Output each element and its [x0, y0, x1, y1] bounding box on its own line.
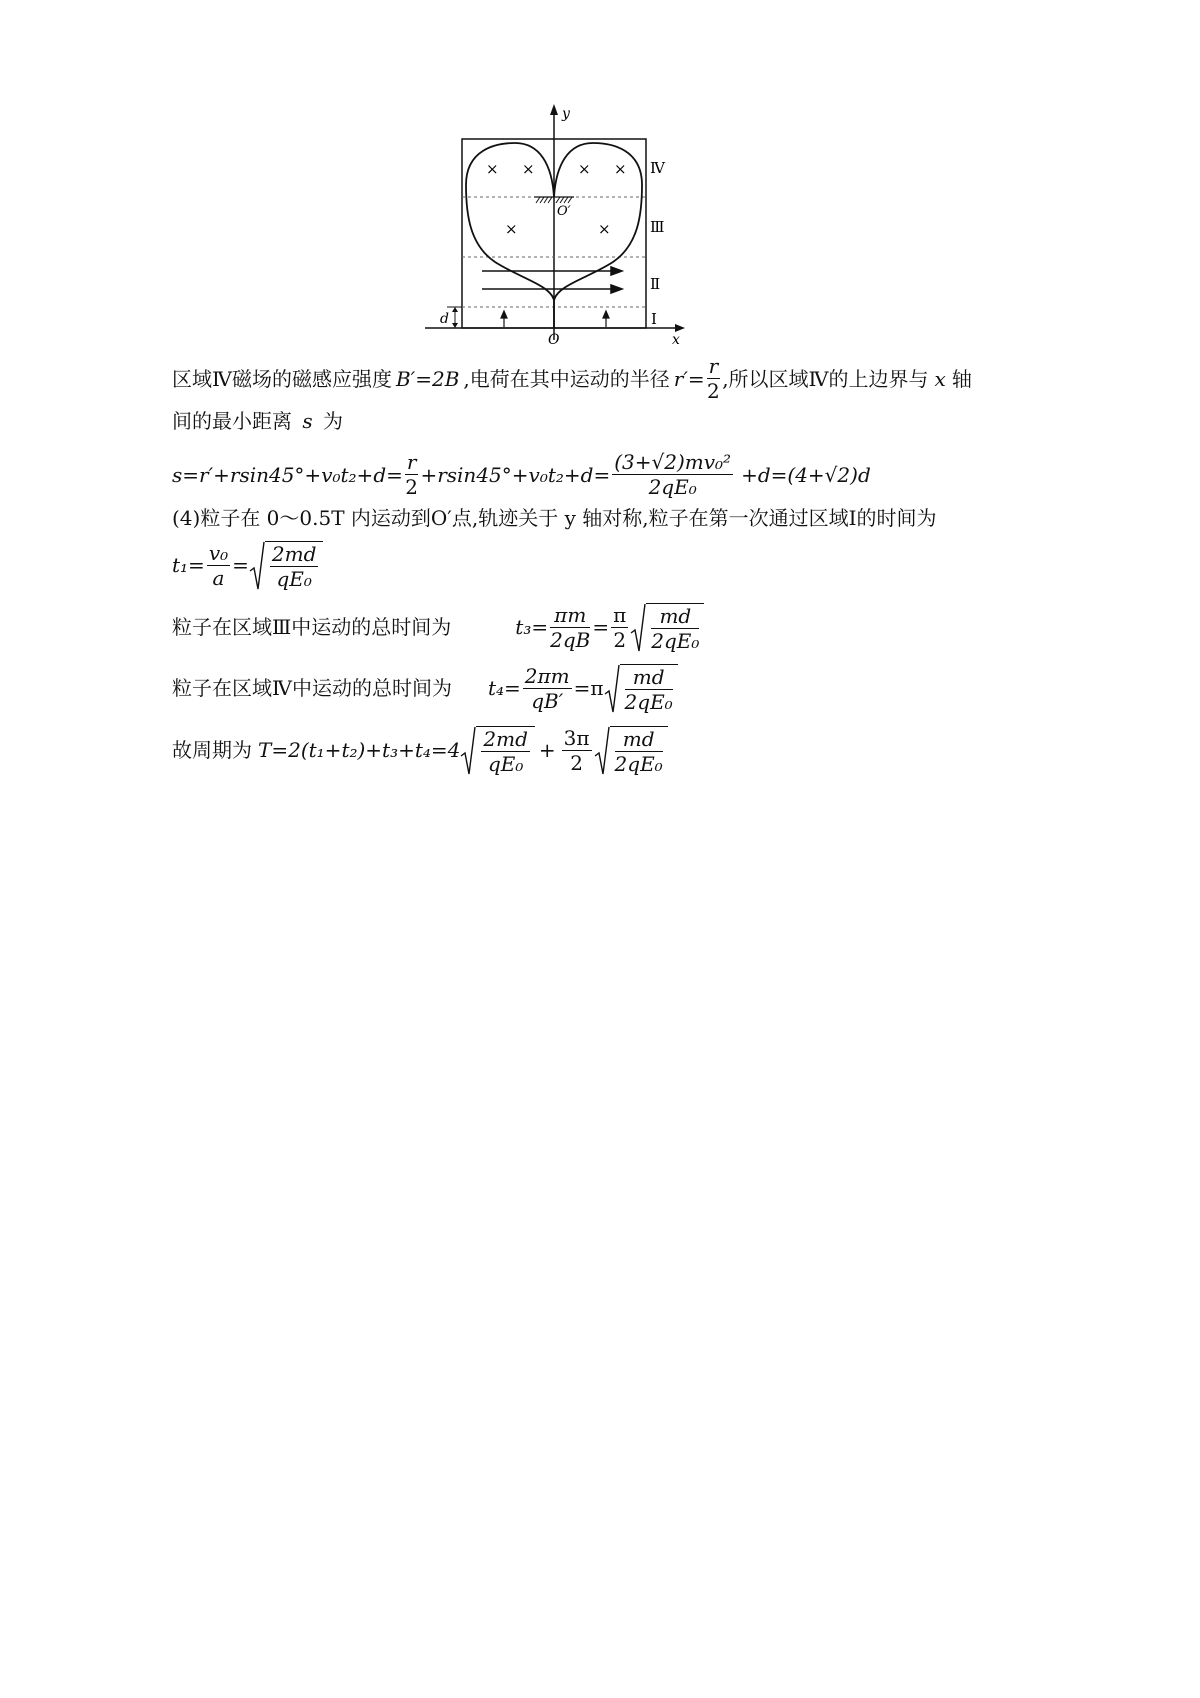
eq-t4-frac	[523, 663, 572, 713]
eq-t3-frac	[550, 602, 591, 652]
para1-line2-pre: 间的最小距离	[172, 409, 292, 433]
region-III-label: Ⅲ	[650, 218, 665, 236]
frac-numerator: r	[708, 354, 719, 378]
eq-t4-sqrt	[604, 664, 678, 712]
frac-numerator: π	[613, 602, 627, 627]
region-I-label: Ⅰ	[651, 310, 657, 328]
frac-numerator: v₀	[208, 540, 229, 565]
sqrt-icon	[594, 726, 610, 776]
frac-denominator: 2qE₀	[624, 690, 673, 714]
frac-numerator: 3π	[563, 725, 590, 750]
eq-s-lhs: s=r′+rsin45°+v₀t₂+d=	[172, 462, 403, 487]
frac-denominator: a	[212, 565, 225, 590]
field-cross: ×	[505, 220, 518, 238]
field-cross: ×	[578, 160, 591, 178]
eq-T	[172, 726, 668, 774]
para1-frac	[707, 356, 721, 401]
sqrt-icon	[604, 664, 620, 714]
x-axis-label: x	[672, 332, 680, 348]
eq-s-frac2	[612, 452, 733, 497]
eq-s-rhs: +d=(4+√2)d	[741, 462, 871, 487]
part4-text: (4)粒子在 0～0.5T 内运动到O′点,轨迹关于 y 轴对称,粒子在第一次通过区域Ⅰ的时间为	[172, 506, 937, 530]
region-IV-label: Ⅳ	[650, 159, 665, 177]
x-axis-arrow	[675, 324, 685, 332]
eq-t1-eq: =	[232, 553, 249, 577]
eq-T-plus: +	[538, 738, 556, 762]
para1-line2-post: 为	[322, 409, 343, 433]
y-axis-arrow	[550, 104, 558, 115]
eq-T-frac	[562, 725, 592, 775]
field-cross: ×	[522, 160, 535, 178]
eq-t3-lhs: t₃=	[515, 615, 549, 639]
origin-label: O	[548, 332, 560, 348]
para1-line1	[172, 356, 972, 401]
frac-denominator: qB′	[531, 688, 564, 713]
eq-t1	[172, 541, 323, 589]
eq-T-sqrt2	[594, 726, 668, 774]
eq-t4	[172, 664, 678, 712]
eq-T-lhs: T=2(t₁+t₂)+t₃+t₄=4	[258, 738, 461, 762]
frac-numerator: md	[615, 729, 663, 752]
eq-s-mid: +rsin45°+v₀t₂+d=	[420, 462, 611, 487]
sqrt-icon	[630, 603, 646, 653]
eq-t4-lhs: t₄=	[487, 676, 521, 700]
frac-numerator: md	[625, 667, 673, 690]
eq-T-label: 故周期为	[172, 738, 252, 762]
eq-t1-sqrt	[249, 541, 324, 589]
frac-denominator: 2qE₀	[651, 629, 700, 653]
sqrt-icon	[249, 541, 265, 591]
frac-numerator: md	[651, 606, 699, 629]
frac-numerator: r	[406, 450, 417, 474]
eq-t3-frac2	[611, 602, 628, 652]
frac-numerator: (3+√2)mv₀²	[614, 450, 732, 474]
frac-denominator: 2	[613, 627, 627, 652]
d-label: d	[440, 311, 449, 327]
frac-numerator: 2md	[483, 727, 528, 751]
y-axis-label: y	[562, 106, 570, 122]
eq-t3-sqrt	[630, 603, 704, 651]
para1-rprime: r′=	[673, 366, 705, 391]
para1-s: s	[302, 409, 313, 433]
physics-figure	[420, 100, 700, 350]
frac-numerator: 2πm	[524, 663, 570, 688]
eq-t4-label: 粒子在区域Ⅳ中运动的总时间为	[172, 676, 452, 700]
frac-denominator: 2	[405, 475, 419, 499]
eq-t4-eq: =π	[573, 676, 604, 700]
eq-s	[172, 452, 871, 497]
para1-x: x	[934, 366, 946, 391]
field-cross: ×	[486, 160, 499, 178]
para1-mid: ,电荷在其中运动的半径	[463, 366, 670, 391]
region-II-label: Ⅱ	[650, 275, 661, 293]
para1-eq: B′=2B	[395, 366, 460, 391]
frac-denominator: 2	[570, 750, 583, 775]
para1-post: ,所以区域Ⅳ的上边界与	[722, 366, 929, 391]
eq-t1-frac	[207, 540, 230, 590]
para1-pre: 区域Ⅳ磁场的磁感应强度	[172, 366, 392, 391]
para1-line2	[172, 411, 343, 431]
frac-numerator: πm	[550, 605, 590, 628]
frac-denominator: 2	[707, 379, 720, 403]
eq-t1-lhs: t₁=	[172, 553, 205, 577]
frac-denominator: qE₀	[487, 752, 524, 776]
eq-t3-eq: =	[592, 615, 610, 639]
field-cross: ×	[598, 220, 611, 238]
eq-t3-label: 粒子在区域Ⅲ中运动的总时间为	[172, 615, 452, 639]
sqrt-icon	[460, 726, 476, 776]
eq-T-sqrt1	[460, 726, 535, 774]
frac-denominator: 2qE₀	[648, 475, 697, 499]
para1-end: 轴	[951, 366, 972, 391]
eq-s-frac1	[405, 452, 419, 497]
frac-denominator: qE₀	[276, 567, 312, 591]
field-cross: ×	[614, 160, 627, 178]
field-arrows-up	[501, 311, 609, 327]
eq-t3	[172, 603, 704, 651]
frac-denominator: 2qB	[550, 627, 591, 652]
frac-denominator: 2qE₀	[614, 752, 663, 776]
origin-prime-label: O′	[557, 204, 571, 219]
d-arrow-up	[452, 307, 458, 312]
frac-numerator: 2md	[271, 542, 317, 566]
electric-field-arrows	[482, 267, 622, 293]
